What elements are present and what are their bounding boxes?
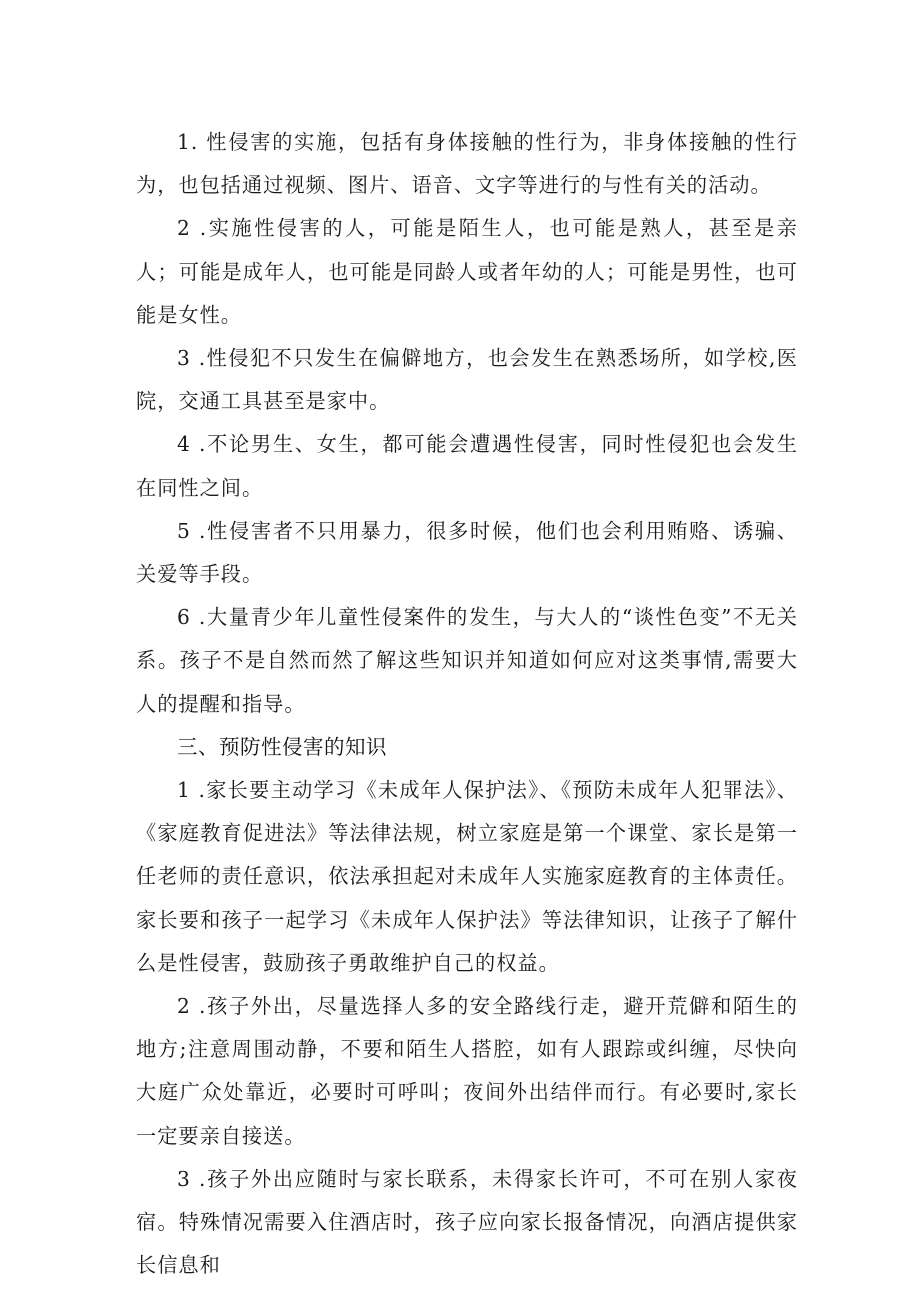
section-heading-prevention: 三、预防性侵害的知识 — [177, 734, 387, 759]
paragraph-prevention-2: 2 .孩子外出，尽量选择人多的安全路线行走，避开荒僻和陌生的地方;注意周围动静，不要和陌生人搭腔，如有人跟踪或纠缠，尽快向大庭广众处靠近，必要时可呼叫；夜间外出结伴而行。有必要时,家长一定要亲自接送。 — [136, 994, 798, 1148]
paragraph-risk-2: 2 .实施性侵害的人，可能是陌生人，也可能是熟人，甚至是亲人；可能是成年人，也可能是同龄人或者年幼的人；可能是男性，也可能是女性。 — [136, 216, 798, 327]
paragraph-risk-6: 6 .大量青少年儿童性侵案件的发生，与大人的“谈性色变”不无关系。孩子不是自然而然了解这些知识并知道如何应对这类事情,需要大人的提醒和指导。 — [136, 605, 798, 716]
paragraph-risk-4: 4 .不论男生、女生，都可能会遭遇性侵害，同时性侵犯也会发生在同性之间。 — [136, 432, 798, 500]
paragraph-risk-3: 3 .性侵犯不只发生在偏僻地方，也会发生在熟悉场所，如学校,医院，交通工具甚至是家中。 — [136, 346, 798, 414]
paragraph-risk-5: 5 .性侵害者不只用暴力，很多时候，他们也会利用贿赂、诱骗、关爱等手段。 — [136, 518, 798, 587]
paragraph-prevention-3: 3 .孩子外出应随时与家长联系，未得家长许可，不可在别人家夜宿。特殊情况需要入住酒店时，孩子应向家长报备情况，向酒店提供家长信息和 — [136, 1166, 798, 1278]
document-page — [136, 121, 798, 1287]
paragraph-prevention-1: 1 .家长要主动学习《未成年人保护法》、《预防未成年人犯罪法》、《家庭教育促进法》等法律法规，树立家庭是第一个课堂、家长是第一任老师的责任意识，依法承担起对未成年人实施家庭教育的主体责任。家长要和孩子一起学习《未成年人保护法》等法律知识，让孩子了解什么是性侵害，鼓励孩子勇敢维护自己的权益。 — [136, 778, 798, 975]
paragraph-risk-1: 1. 性侵害的实施，包括有身体接触的性行为，非身体接触的性行为，也包括通过视频、图片、语音、文字等进行的与性有关的活动。 — [136, 130, 798, 198]
